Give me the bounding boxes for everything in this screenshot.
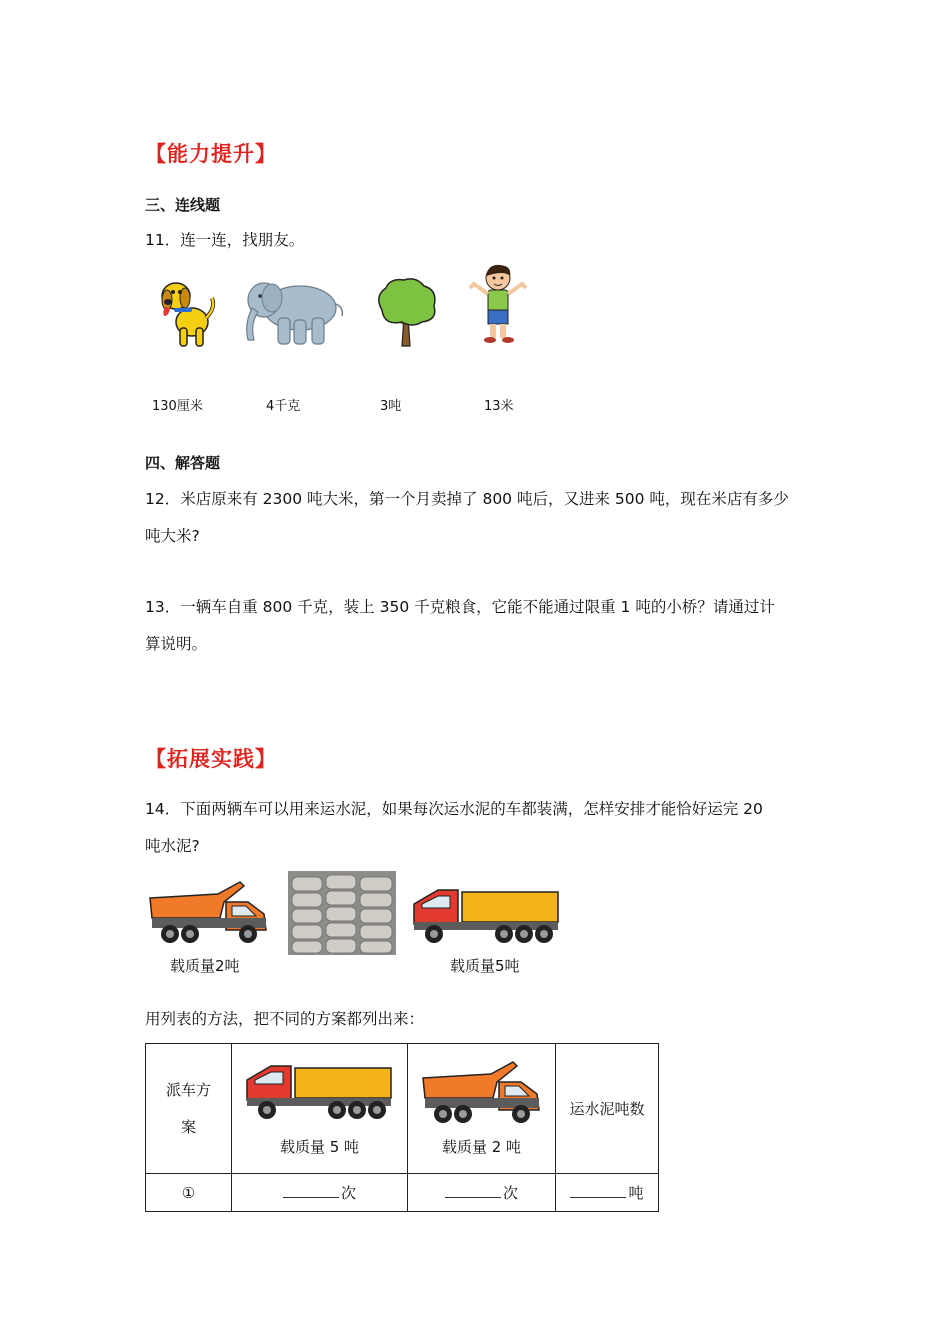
header-plan [146,1044,232,1174]
elephant-icon [238,274,348,348]
dog-icon [152,272,218,350]
question-14-line1: 14．下面两辆车可以用来运水泥，如果每次运水泥的车都装满，怎样安排才能恰好运完 20 [145,800,763,818]
row1-truck-2t-cell[interactable] [408,1174,556,1212]
tree-icon [372,276,440,348]
table-row [146,1174,659,1212]
label-13m: 13米 [484,399,514,414]
row1-number: ① [146,1174,232,1212]
row1-truck-2t-blank[interactable] [445,1183,501,1198]
part4-heading: 四、解答题 [145,454,221,472]
plan-table [145,1043,659,1212]
label-3t: 3吨 [380,399,402,414]
row1-truck-5t-unit: 次 [340,1184,356,1202]
question-13-line1: 13．一辆车自重 800 千克，装上 350 千克粮食，它能不能通过限重 1 吨的小桥？请通过计 [145,598,775,616]
cement-bags-icon [288,871,396,955]
question-12-line1: 12．米店原来有 2300 吨大米，第一个月卖掉了 800 吨后，又进来 500 吨，现在米店有多少 [145,490,789,508]
flatbed-truck-caption: 载质量5吨 [450,957,520,975]
flatbed-truck-icon [245,1060,395,1122]
row1-truck-5t-cell[interactable] [232,1174,408,1212]
part3-heading: 三、连线题 [145,196,221,214]
row1-truck-5t-blank[interactable] [283,1183,339,1198]
dump-truck-icon [417,1060,547,1126]
header-plan-line2: 案 [180,1117,196,1136]
label-4kg: 4千克 [266,399,301,414]
question-11: 11．连一连，找朋友。 [145,231,305,249]
row1-truck-2t-unit: 次 [502,1184,518,1202]
header-truck-2t-label: 载质量 2 吨 [441,1138,522,1156]
row1-tons-unit: 吨 [628,1184,644,1202]
boy-icon [466,262,530,346]
table-header-row [146,1044,659,1174]
table-intro: 用列表的方法，把不同的方案都列出来： [145,1010,425,1028]
question-12-line2: 吨大米? [145,527,200,545]
header-truck-5t [232,1044,408,1174]
header-truck-2t [408,1044,556,1174]
header-tons: 运水泥吨数 [556,1044,659,1174]
section-title-extension: 【拓展实践】 [145,747,277,771]
flatbed-truck-icon [412,884,562,946]
dump-truck-caption: 载质量2吨 [170,957,240,975]
question-14-line2: 吨水泥? [145,837,200,855]
section-title-ability: 【能力提升】 [145,142,277,166]
row1-tons-blank[interactable] [570,1183,626,1198]
header-plan-line1: 派车方 [165,1080,211,1099]
header-truck-5t-label: 载质量 5 吨 [279,1138,360,1156]
question-13-line2: 算说明。 [145,635,208,653]
row1-tons-cell[interactable] [556,1174,659,1212]
label-130cm: 130厘米 [152,399,203,414]
dump-truck-icon [144,880,274,946]
